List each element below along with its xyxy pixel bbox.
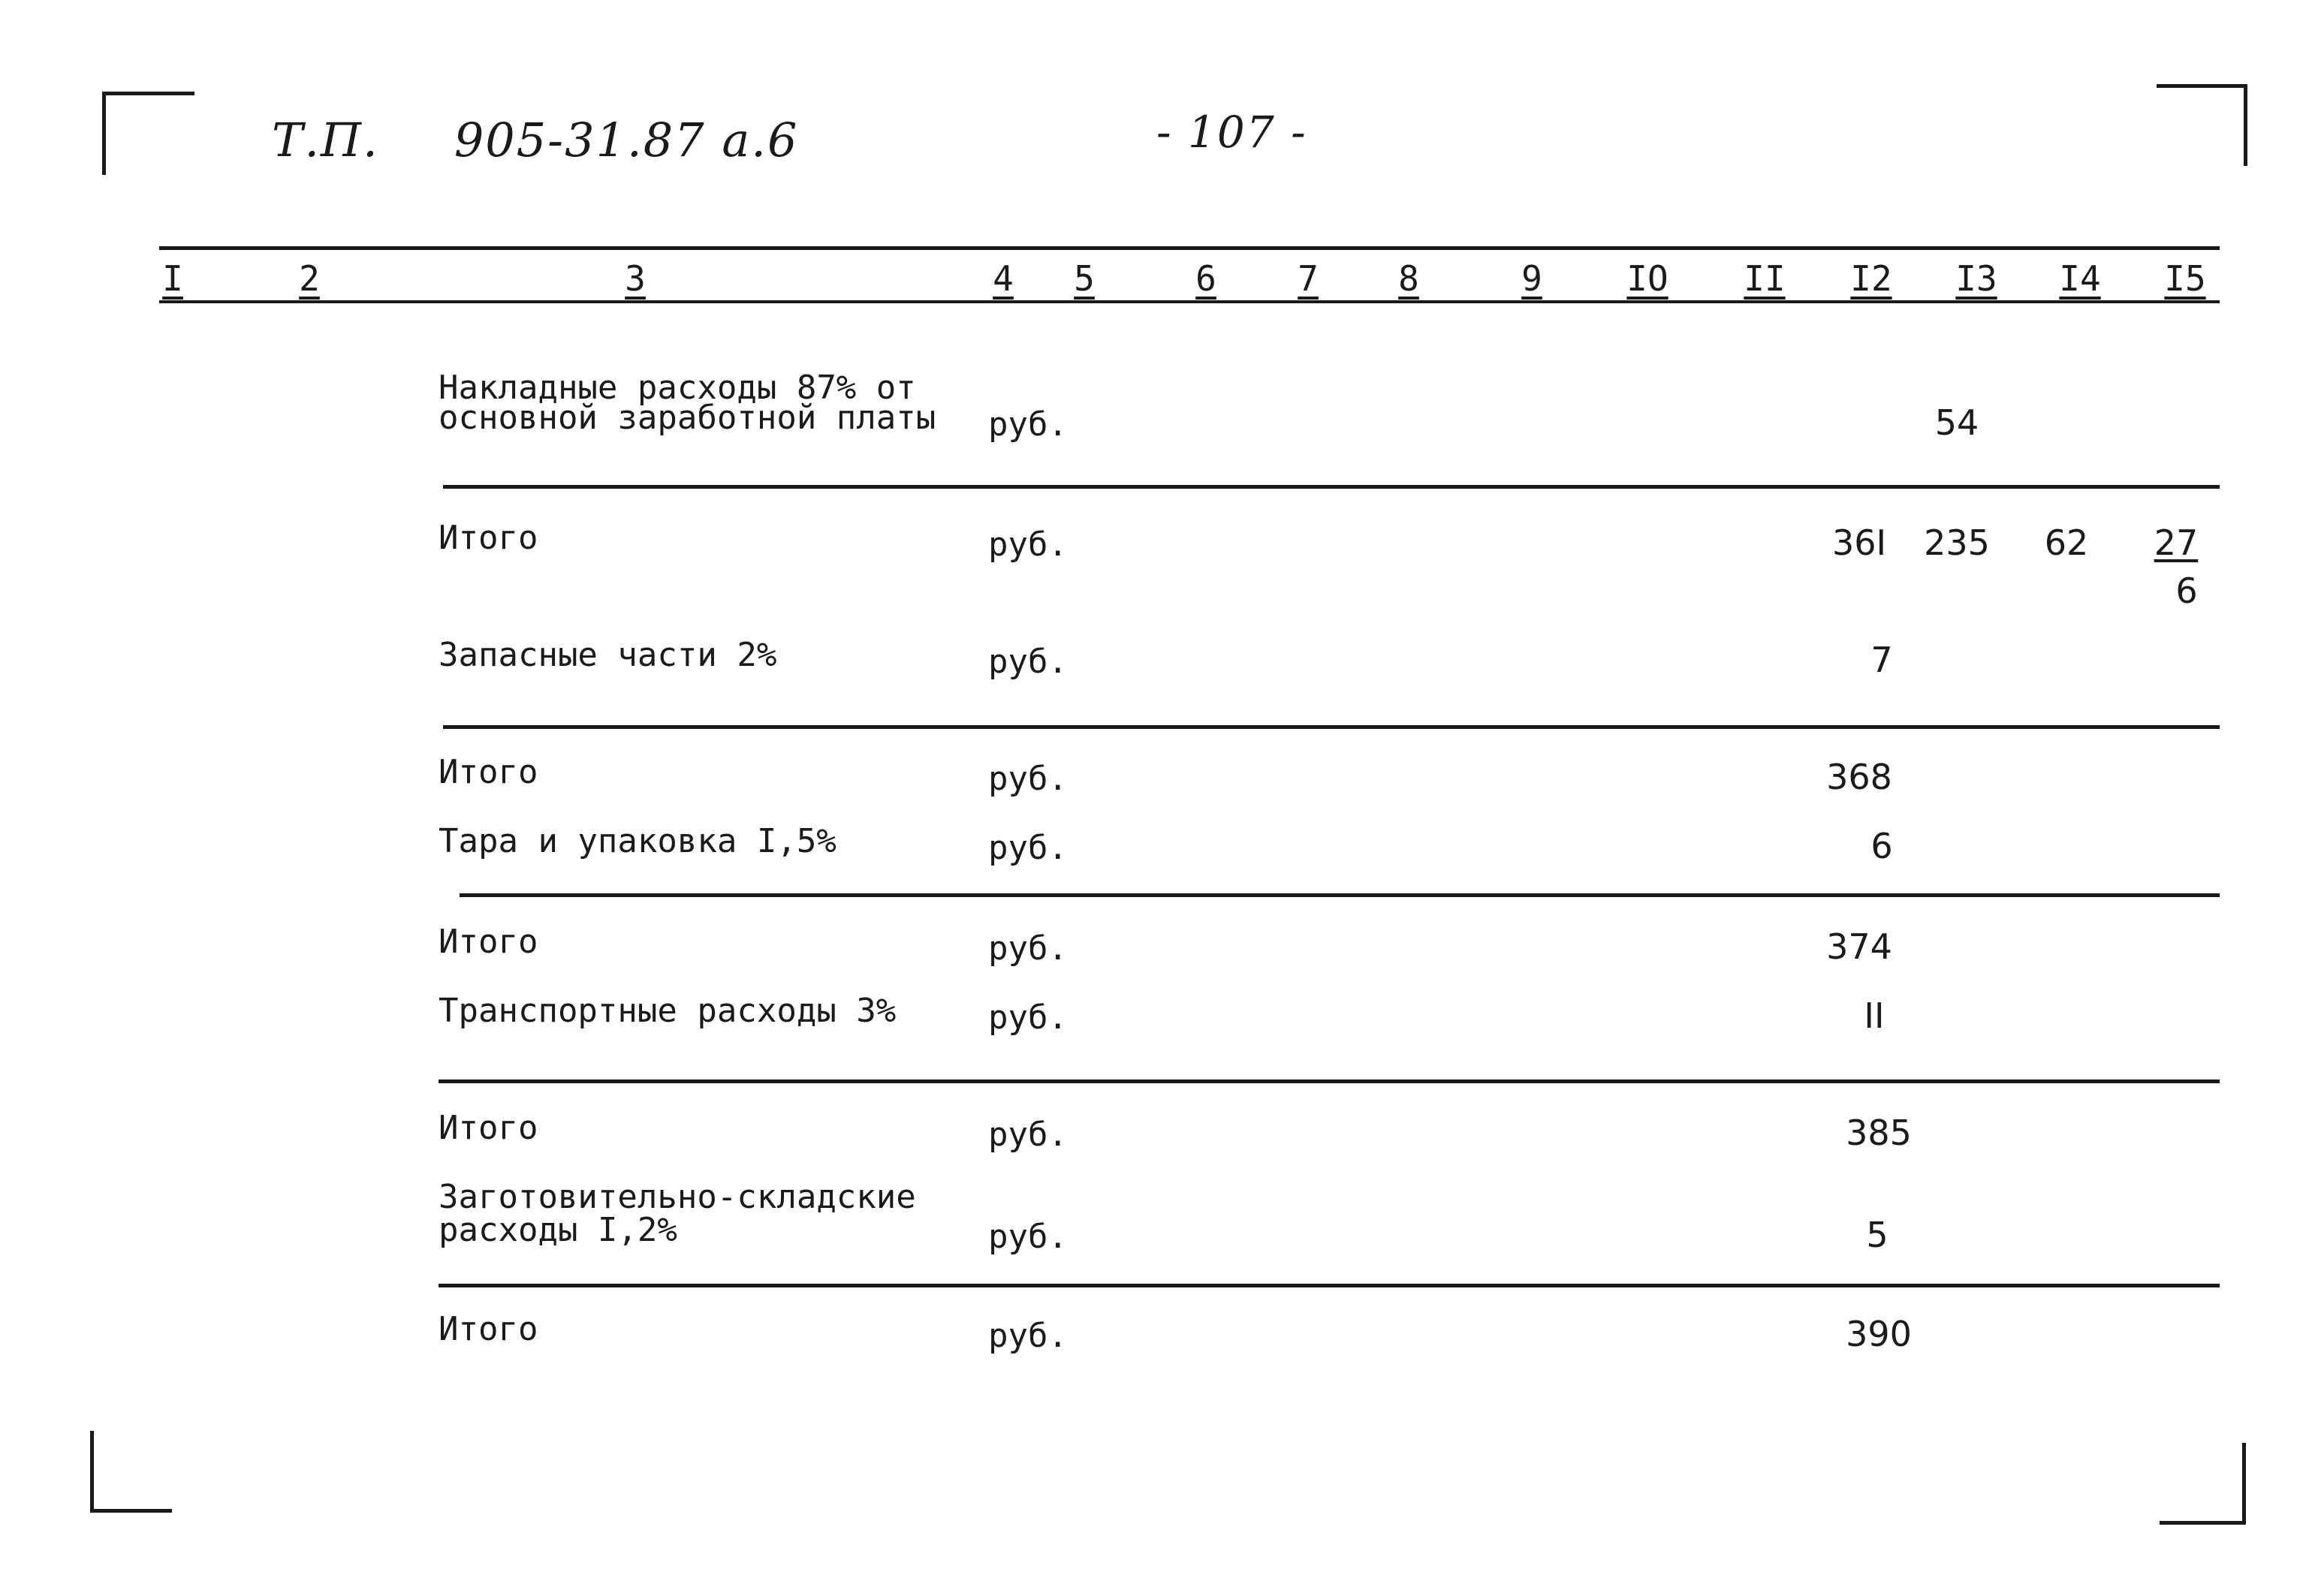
column-number: 3: [625, 258, 646, 299]
column-number: 5: [1074, 258, 1095, 299]
document-number: 905-31.87 а.6: [454, 113, 799, 167]
value-col-12: 7: [1870, 640, 1893, 680]
column-number: I: [162, 258, 183, 299]
section-rule: [443, 725, 2220, 729]
value-col-13: 54: [1934, 402, 1979, 443]
page-number: - 107 -: [1156, 107, 1307, 158]
row-unit: руб.: [988, 405, 1068, 444]
value-col-12: 368: [1826, 757, 1892, 797]
row-label: Запасные части 2%: [439, 636, 777, 674]
row-label-line: расходы I,2%: [439, 1211, 677, 1249]
section-rule: [439, 1284, 2220, 1287]
column-number: IO: [1626, 258, 1668, 299]
row-unit: руб.: [988, 525, 1068, 564]
row-label-line: Накладные расходы 87% от: [439, 369, 916, 407]
value-col-15: 27: [2154, 522, 2199, 563]
value-col-12: 390: [1846, 1314, 1912, 1354]
row-label: Итого: [439, 519, 538, 557]
row-label-line: основной заработной платы: [439, 399, 936, 437]
column-number: 7: [1298, 258, 1319, 299]
column-number: 2: [299, 258, 320, 299]
row-unit: руб.: [988, 998, 1068, 1037]
row-label-line: Заготовительно-складские: [439, 1178, 916, 1216]
corner-mark-bottom-left: [90, 1431, 172, 1513]
header-top-rule: [159, 246, 2220, 250]
column-number: I3: [1955, 258, 1997, 299]
column-number: I2: [1850, 258, 1892, 299]
value-col-12: 385: [1846, 1113, 1912, 1153]
row-unit: руб.: [988, 643, 1068, 681]
corner-mark-top-right: [2157, 84, 2247, 166]
row-label: Итого: [439, 923, 538, 961]
document-code: [272, 113, 798, 167]
value-col-12: 374: [1826, 926, 1892, 967]
row-unit: руб.: [988, 760, 1068, 798]
value-col-15-extra: 6: [2175, 571, 2198, 611]
row-unit: руб.: [988, 1218, 1068, 1256]
value-col-12: II: [1864, 995, 1885, 1036]
value-col-12: 36I: [1831, 522, 1887, 563]
column-number: 6: [1195, 258, 1216, 299]
value-col-13: 235: [1924, 522, 1990, 563]
header-bottom-rule: [159, 300, 2220, 303]
document-prefix: Т.П.: [272, 113, 379, 167]
value-col-12: 5: [1866, 1215, 1889, 1255]
column-number: I4: [2059, 258, 2101, 299]
row-label: Итого: [439, 1310, 538, 1348]
row-label: Тара и упаковка I,5%: [439, 822, 836, 860]
row-unit: руб.: [988, 829, 1068, 867]
row-label: Итого: [439, 1109, 538, 1147]
column-number: 9: [1521, 258, 1542, 299]
column-number: 4: [993, 258, 1014, 299]
value-col-14: 62: [2044, 522, 2089, 563]
value-col-12: 6: [1870, 826, 1893, 866]
row-label: Транспортные расходы 3%: [439, 992, 897, 1030]
section-rule: [443, 485, 2220, 489]
row-unit: руб.: [988, 1317, 1068, 1355]
section-rule: [460, 893, 2220, 897]
row-unit: руб.: [988, 1116, 1068, 1154]
column-number: 8: [1398, 258, 1419, 299]
row-label: Итого: [439, 753, 538, 791]
column-number: II: [1744, 258, 1786, 299]
row-unit: руб.: [988, 929, 1068, 968]
column-number: I5: [2164, 258, 2206, 299]
section-rule: [439, 1080, 2220, 1083]
corner-mark-bottom-right: [2160, 1443, 2246, 1525]
corner-mark-top-left: [102, 92, 194, 175]
